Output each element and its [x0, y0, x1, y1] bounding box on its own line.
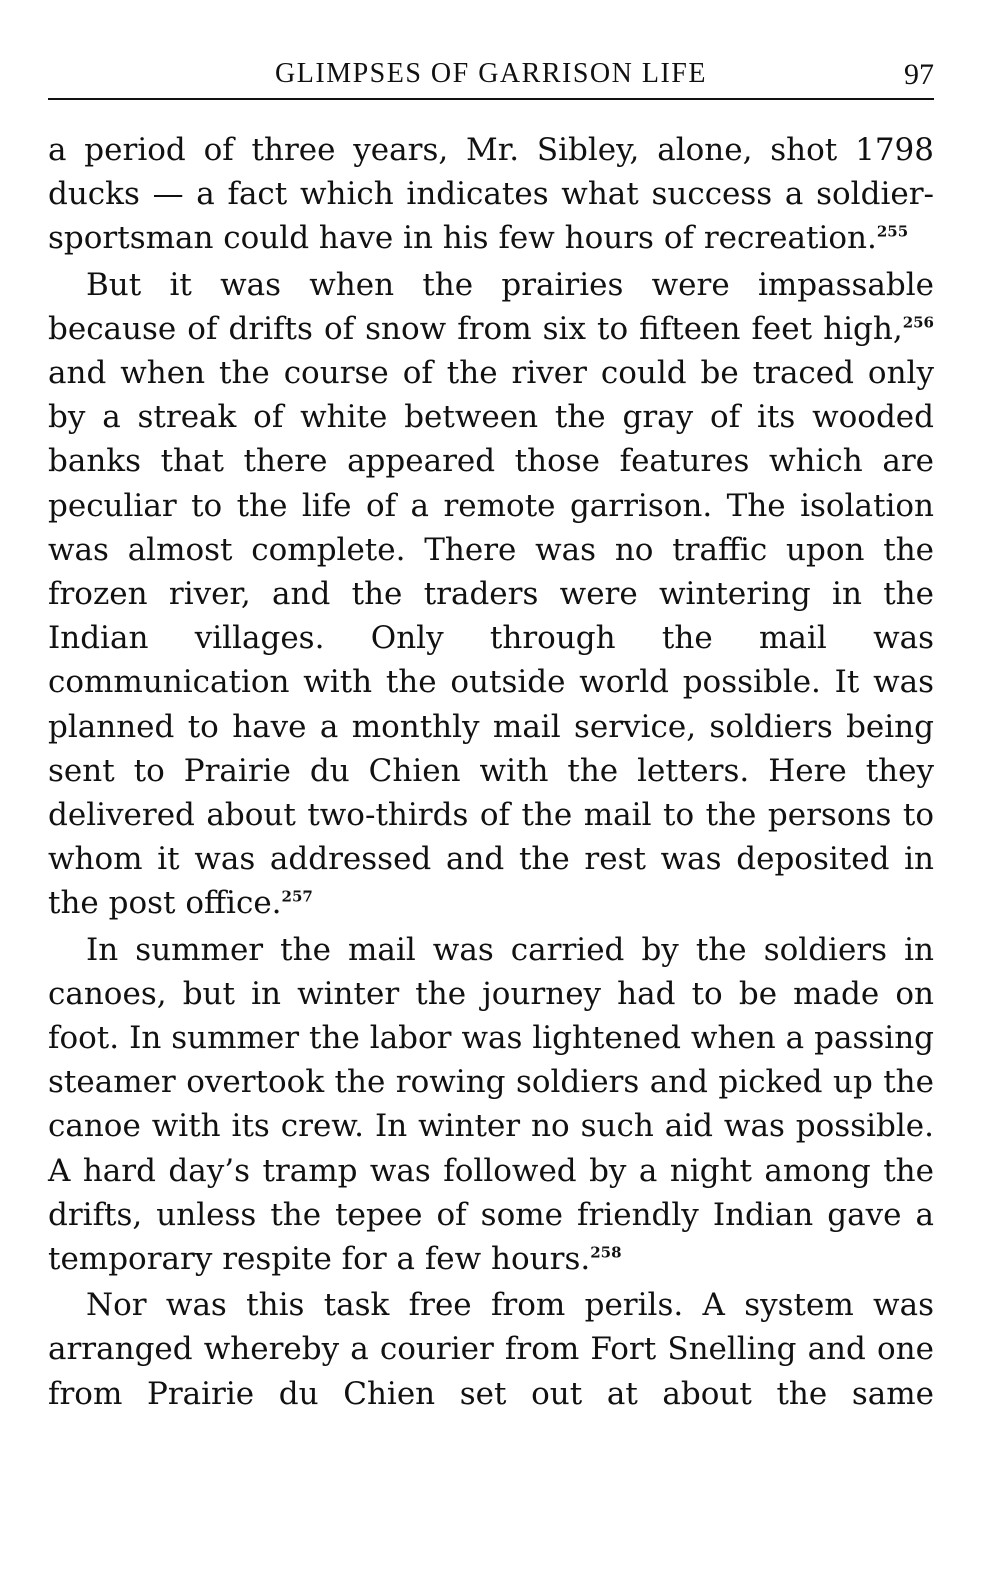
footnote-ref-257: 257: [281, 888, 313, 907]
paragraph-2: [48, 263, 934, 926]
paragraph-1-text: a period of three years, Mr. Sibley, alone, shot 1798 ducks — a fact which indicates what success a soldier-sportsman could have in his few hours of recreation.: [48, 132, 934, 257]
footnote-ref-258: 258: [590, 1243, 622, 1262]
page-number: 97: [904, 58, 934, 91]
paragraph-3-text: In summer the mail was carried by the soldiers in canoes, but in winter the journey had to be made on foot. In summer the labor was lightened when a passing steamer overtook the rowing soldiers and picked up the canoe with its crew. In winter no such aid was possible. A hard day’s tramp was followed by a night among the drifts, unless the tepee of some friendly Indian gave a temporary respite for a few hours.: [48, 931, 934, 1278]
paragraph-4-text: Nor was this task free from perils. A system was arranged whereby a courier from Fort Snelling and one from Prairie du Chien set out at about the same: [48, 1287, 934, 1412]
body-text: [48, 128, 934, 1416]
paragraph-2-text-b: and when the course of the river could be traced only by a streak of white between the gray of its wooded banks that there appeared those features which are peculiar to the life of a remote garrison. The isolation was almost complete. There was no traffic upon the frozen river, and the traders were wintering in the Indian villages. Only through the mail was communication with the outside world possible. It was planned to have a monthly mail service, soldiers being sent to Prairie du Chien with the letters. Here they delivered about two-thirds of the mail to the persons to whom it was addressed and the rest was deposited in the post office.: [48, 355, 934, 922]
paragraph-1: [48, 128, 934, 261]
paragraph-3: [48, 928, 934, 1282]
paragraph-4: [48, 1283, 934, 1416]
running-head: GLIMPSES OF GARRISON LIFE: [275, 58, 707, 89]
footnote-ref-255: 255: [876, 223, 909, 242]
paragraph-2-text-a: But it was when the prairies were impassable because of drifts of snow from six to fifteen feet high,: [48, 266, 934, 347]
page-header: [48, 50, 934, 100]
footnote-ref-256: 256: [902, 313, 934, 332]
book-page: [48, 50, 934, 1418]
